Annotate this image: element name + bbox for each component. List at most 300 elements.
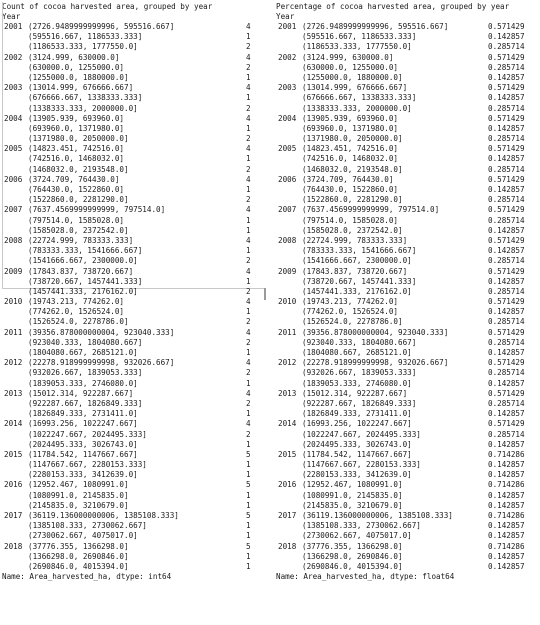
table-row bbox=[2, 542, 270, 552]
row-value: 4 bbox=[246, 83, 251, 93]
row-year: 2002 bbox=[4, 52, 23, 62]
row-value: 1 bbox=[246, 307, 251, 317]
table-row bbox=[2, 287, 270, 297]
row-value: 5 bbox=[246, 541, 251, 551]
table-row bbox=[2, 144, 270, 154]
row-value: 2 bbox=[246, 368, 251, 378]
table-row bbox=[276, 83, 538, 93]
row-value: 0.285714 bbox=[488, 215, 525, 225]
row-interval: (1522860.0, 2281290.0] bbox=[302, 195, 403, 205]
table-row bbox=[2, 419, 270, 429]
row-interval: (2690846.0, 4015394.0] bbox=[302, 561, 403, 571]
row-interval: (738720.667, 1457441.333] bbox=[302, 276, 417, 286]
row-year: 2013 bbox=[4, 388, 23, 398]
table-row bbox=[276, 104, 538, 114]
row-value: 0.142857 bbox=[488, 470, 525, 480]
row-interval: (3724.709, 764430.0] bbox=[28, 174, 120, 184]
row-interval: (2726.9489999999996, 595516.667] bbox=[302, 22, 449, 31]
row-interval: (2145835.0, 3210679.0] bbox=[28, 500, 129, 510]
row-interval: (774262.0, 1526524.0] bbox=[302, 307, 399, 317]
row-value: 0.571429 bbox=[488, 144, 525, 154]
row-value: 1 bbox=[246, 460, 251, 470]
table-row bbox=[2, 430, 270, 440]
row-interval: (19743.213, 774262.0] bbox=[302, 297, 399, 307]
row-interval: (2024495.333, 3026743.0] bbox=[302, 439, 412, 449]
row-year: 2005 bbox=[278, 144, 297, 154]
table-row bbox=[2, 22, 270, 32]
row-value: 1 bbox=[246, 215, 251, 225]
row-value: 0.142857 bbox=[488, 307, 525, 317]
row-interval: (797514.0, 1585028.0] bbox=[302, 215, 399, 225]
row-year: 2014 bbox=[278, 419, 297, 429]
row-interval: (1457441.333, 2176162.0] bbox=[302, 286, 412, 296]
row-value: 0.285714 bbox=[488, 103, 525, 113]
table-row bbox=[276, 480, 538, 490]
row-value: 5 bbox=[246, 511, 251, 520]
row-year: 2007 bbox=[278, 205, 297, 215]
row-value: 0.142857 bbox=[488, 500, 525, 510]
row-value: 1 bbox=[246, 93, 251, 103]
row-value: 2 bbox=[246, 337, 251, 347]
table-row bbox=[276, 328, 538, 338]
row-value: 0.142857 bbox=[488, 378, 525, 388]
row-interval: (1585028.0, 2372542.0] bbox=[302, 225, 403, 235]
row-interval: (1080991.0, 2145835.0] bbox=[302, 490, 403, 500]
row-interval: (22278.918999999998, 932026.667] bbox=[28, 358, 175, 368]
row-interval: (15012.314, 922287.667] bbox=[302, 388, 408, 398]
row-interval: (2730062.667, 4075017.0] bbox=[302, 531, 412, 541]
table-row bbox=[276, 450, 538, 460]
row-year: 2011 bbox=[4, 327, 23, 337]
row-year: 2015 bbox=[278, 449, 297, 459]
row-year: 2008 bbox=[278, 235, 297, 245]
table-row bbox=[276, 93, 538, 103]
row-interval: (1804080.667, 2685121.0] bbox=[302, 348, 412, 357]
series-rows bbox=[276, 22, 538, 572]
table-row bbox=[2, 562, 270, 572]
row-interval: (742516.0, 1468032.0] bbox=[28, 154, 125, 164]
table-row bbox=[276, 521, 538, 531]
table-row bbox=[276, 185, 538, 195]
row-interval: (1457441.333, 2176162.0] bbox=[28, 286, 138, 296]
row-interval: (2690846.0, 4015394.0] bbox=[28, 561, 129, 571]
row-interval: (1826849.333, 2731411.0] bbox=[28, 409, 138, 419]
row-value: 1 bbox=[246, 154, 251, 164]
row-value: 2 bbox=[246, 195, 251, 205]
table-row bbox=[2, 368, 270, 378]
row-interval: (922287.667, 1826849.333] bbox=[302, 398, 417, 408]
row-interval: (1338333.333, 2000000.0] bbox=[28, 103, 138, 113]
table-row bbox=[276, 205, 538, 215]
row-value: 1 bbox=[246, 246, 251, 256]
table-row bbox=[2, 358, 270, 368]
table-row bbox=[2, 267, 270, 277]
table-row bbox=[2, 73, 270, 83]
table-row bbox=[276, 317, 538, 327]
row-value: 4 bbox=[246, 266, 251, 276]
row-value: 1 bbox=[246, 32, 251, 42]
table-row bbox=[276, 175, 538, 185]
row-interval: (36119.136000000006, 1385108.333] bbox=[28, 511, 179, 520]
row-interval: (1147667.667, 2280153.333] bbox=[302, 460, 421, 470]
row-year: 2004 bbox=[278, 113, 297, 123]
row-interval: (630000.0, 1255000.0] bbox=[302, 62, 399, 72]
row-interval: (1186533.333, 1777550.0] bbox=[302, 42, 412, 52]
row-value: 2 bbox=[246, 62, 251, 72]
row-interval: (595516.667, 1186533.333] bbox=[302, 32, 417, 42]
table-row bbox=[2, 134, 270, 144]
row-interval: (12952.467, 1080991.0] bbox=[302, 480, 403, 490]
row-value: 1 bbox=[246, 225, 251, 235]
row-value: 0.142857 bbox=[488, 551, 525, 561]
table-row bbox=[2, 389, 270, 399]
row-year: 2009 bbox=[278, 266, 297, 276]
row-value: 2 bbox=[246, 134, 251, 144]
table-row bbox=[2, 552, 270, 562]
row-value: 0.285714 bbox=[488, 286, 525, 296]
row-value: 0.285714 bbox=[488, 134, 525, 144]
table-row bbox=[276, 348, 538, 358]
table-row bbox=[276, 297, 538, 307]
table-row bbox=[2, 338, 270, 348]
row-value: 4 bbox=[246, 22, 251, 31]
row-year: 2006 bbox=[278, 174, 297, 184]
row-interval: (1826849.333, 2731411.0] bbox=[302, 409, 412, 419]
row-interval: (1338333.333, 2000000.0] bbox=[302, 103, 412, 113]
row-value: 0.571429 bbox=[488, 52, 525, 62]
table-row bbox=[276, 124, 538, 134]
table-row bbox=[276, 154, 538, 164]
row-value: 1 bbox=[246, 409, 251, 419]
table-row bbox=[2, 83, 270, 93]
table-row bbox=[276, 338, 538, 348]
row-interval: (1541666.667, 2300000.0] bbox=[28, 256, 138, 266]
row-value: 0.571429 bbox=[488, 358, 525, 368]
row-value: 0.142857 bbox=[488, 409, 525, 419]
row-value: 4 bbox=[246, 235, 251, 245]
table-row bbox=[2, 491, 270, 501]
row-year: 2010 bbox=[278, 297, 297, 307]
table-row bbox=[276, 287, 538, 297]
row-interval: (1526524.0, 2278786.0] bbox=[28, 317, 129, 327]
table-row bbox=[2, 205, 270, 215]
table-row bbox=[2, 104, 270, 114]
row-interval: (1371980.0, 2050000.0] bbox=[302, 134, 403, 144]
table-row bbox=[2, 409, 270, 419]
table-row bbox=[276, 53, 538, 63]
table-row bbox=[2, 399, 270, 409]
row-interval: (37776.355, 1366298.0] bbox=[28, 541, 129, 551]
row-value: 1 bbox=[246, 470, 251, 480]
table-row bbox=[2, 328, 270, 338]
row-value: 0.571429 bbox=[488, 388, 525, 398]
output-title: Percentage of cocoa harvested area, grouped by year bbox=[276, 2, 510, 11]
row-interval: (922287.667, 1826849.333] bbox=[28, 398, 143, 408]
row-year: 2005 bbox=[4, 144, 23, 154]
row-value: 1 bbox=[246, 276, 251, 286]
table-row bbox=[2, 32, 270, 42]
row-value: 4 bbox=[246, 419, 251, 429]
row-value: 5 bbox=[246, 480, 251, 490]
row-interval: (1366298.0, 2690846.0] bbox=[302, 551, 403, 561]
row-interval: (11784.542, 1147667.667] bbox=[28, 449, 138, 459]
row-value: 0.571429 bbox=[488, 174, 525, 184]
table-row bbox=[2, 236, 270, 246]
row-value: 0.142857 bbox=[488, 225, 525, 235]
row-interval: (2726.9489999999996, 595516.667] bbox=[28, 22, 175, 31]
row-interval: (2280153.333, 3412639.0] bbox=[302, 470, 412, 480]
row-year: 2006 bbox=[4, 174, 23, 184]
row-value: 0.142857 bbox=[488, 531, 525, 541]
table-row bbox=[2, 470, 270, 480]
row-interval: (797514.0, 1585028.0] bbox=[28, 215, 125, 225]
row-value: 0.285714 bbox=[488, 195, 525, 205]
row-interval: (764430.0, 1522860.0] bbox=[28, 185, 125, 194]
row-value: 1 bbox=[246, 185, 251, 194]
row-interval: (16993.256, 1022247.667] bbox=[28, 419, 138, 429]
row-value: 4 bbox=[246, 144, 251, 154]
table-row bbox=[276, 32, 538, 42]
row-value: 0.142857 bbox=[488, 246, 525, 256]
row-value: 0.142857 bbox=[488, 276, 525, 286]
row-interval: (1522860.0, 2281290.0] bbox=[28, 195, 129, 205]
row-interval: (742516.0, 1468032.0] bbox=[302, 154, 399, 164]
row-interval: (774262.0, 1526524.0] bbox=[28, 307, 125, 317]
row-value: 4 bbox=[246, 174, 251, 184]
row-value: 0.714286 bbox=[488, 449, 525, 459]
table-row bbox=[276, 195, 538, 205]
row-year: 2009 bbox=[4, 266, 23, 276]
row-interval: (1468032.0, 2193548.0] bbox=[302, 164, 403, 174]
row-value: 0.714286 bbox=[488, 541, 525, 551]
row-interval: (37776.355, 1366298.0] bbox=[302, 541, 403, 551]
row-interval: (1385108.333, 2730062.667] bbox=[28, 521, 147, 531]
row-value: 0.142857 bbox=[488, 561, 525, 571]
row-year: 2015 bbox=[4, 449, 23, 459]
table-row bbox=[276, 430, 538, 440]
row-value: 0.142857 bbox=[488, 154, 525, 164]
row-interval: (22278.918999999998, 932026.667] bbox=[302, 358, 449, 368]
row-interval: (39356.878000000004, 923040.333] bbox=[28, 327, 175, 337]
table-row bbox=[2, 297, 270, 307]
table-row bbox=[276, 419, 538, 429]
row-value: 1 bbox=[246, 551, 251, 561]
row-value: 0.285714 bbox=[488, 164, 525, 174]
table-row bbox=[276, 236, 538, 246]
table-row bbox=[2, 124, 270, 134]
row-interval: (1186533.333, 1777550.0] bbox=[28, 42, 138, 52]
row-interval: (1526524.0, 2278786.0] bbox=[302, 317, 403, 327]
row-interval: (738720.667, 1457441.333] bbox=[28, 276, 143, 286]
row-value: 0.142857 bbox=[488, 93, 525, 103]
table-row bbox=[2, 256, 270, 266]
row-value: 0.571429 bbox=[488, 419, 525, 429]
table-row bbox=[2, 511, 270, 521]
table-row bbox=[276, 491, 538, 501]
row-value: 0.142857 bbox=[488, 460, 525, 470]
table-row bbox=[2, 480, 270, 490]
table-row bbox=[276, 440, 538, 450]
row-interval: (1385108.333, 2730062.667] bbox=[302, 521, 421, 531]
row-value: 1 bbox=[246, 521, 251, 531]
table-row bbox=[276, 368, 538, 378]
row-value: 1 bbox=[246, 439, 251, 449]
row-interval: (2730062.667, 4075017.0] bbox=[28, 531, 138, 541]
table-row bbox=[276, 562, 538, 572]
table-row bbox=[2, 317, 270, 327]
row-interval: (764430.0, 1522860.0] bbox=[302, 185, 399, 194]
row-value: 0.571429 bbox=[488, 235, 525, 245]
table-row bbox=[276, 409, 538, 419]
row-value: 4 bbox=[246, 327, 251, 337]
row-interval: (22724.999, 783333.333] bbox=[302, 235, 408, 245]
row-interval: (1255000.0, 1880000.0] bbox=[28, 72, 129, 82]
row-interval: (1468032.0, 2193548.0] bbox=[28, 164, 129, 174]
row-value: 4 bbox=[246, 297, 251, 307]
table-row bbox=[276, 165, 538, 175]
row-year: 2011 bbox=[278, 327, 297, 337]
table-row bbox=[2, 277, 270, 287]
table-row bbox=[276, 267, 538, 277]
row-interval: (14823.451, 742516.0] bbox=[302, 144, 399, 154]
table-row bbox=[2, 440, 270, 450]
index-header-year: Year bbox=[2, 12, 21, 21]
table-row bbox=[2, 450, 270, 460]
row-year: 2004 bbox=[4, 113, 23, 123]
row-year: 2017 bbox=[278, 511, 297, 520]
row-year: 2001 bbox=[4, 22, 23, 31]
table-row bbox=[2, 521, 270, 531]
table-row bbox=[276, 470, 538, 480]
table-row bbox=[276, 216, 538, 226]
row-interval: (1366298.0, 2690846.0] bbox=[28, 551, 129, 561]
row-interval: (783333.333, 1541666.667] bbox=[28, 246, 143, 256]
row-interval: (7637.4569999999999, 797514.0] bbox=[302, 205, 440, 215]
row-interval: (1541666.667, 2300000.0] bbox=[302, 256, 412, 266]
row-value: 0.285714 bbox=[488, 256, 525, 266]
table-row bbox=[276, 399, 538, 409]
row-value: 2 bbox=[246, 317, 251, 327]
row-value: 0.285714 bbox=[488, 398, 525, 408]
row-interval: (3124.999, 630000.0] bbox=[302, 52, 394, 62]
row-value: 1 bbox=[246, 561, 251, 571]
row-value: 0.285714 bbox=[488, 429, 525, 439]
row-year: 2013 bbox=[278, 388, 297, 398]
row-value: 2 bbox=[246, 286, 251, 296]
row-value: 0.142857 bbox=[488, 185, 525, 194]
row-year: 2002 bbox=[278, 52, 297, 62]
row-interval: (693960.0, 1371980.0] bbox=[302, 123, 399, 133]
row-interval: (13014.999, 676666.667] bbox=[302, 83, 408, 93]
row-year: 2007 bbox=[4, 205, 23, 215]
series-footer: Name: Area_harvested_ha, dtype: float64 bbox=[276, 572, 455, 582]
series-footer: Name: Area_harvested_ha, dtype: int64 bbox=[2, 572, 172, 582]
row-interval: (17843.837, 738720.667] bbox=[28, 266, 134, 276]
table-row bbox=[2, 185, 270, 195]
row-year: 2003 bbox=[4, 83, 23, 93]
row-interval: (783333.333, 1541666.667] bbox=[302, 246, 417, 256]
row-value: 0.285714 bbox=[488, 42, 525, 52]
table-row bbox=[2, 93, 270, 103]
table-row bbox=[276, 379, 538, 389]
row-interval: (11784.542, 1147667.667] bbox=[302, 449, 412, 459]
row-interval: (1804080.667, 2685121.0] bbox=[28, 348, 138, 357]
row-value: 0.714286 bbox=[488, 511, 525, 520]
row-value: 0.142857 bbox=[488, 490, 525, 500]
table-row bbox=[276, 542, 538, 552]
table-row bbox=[276, 63, 538, 73]
row-interval: (1022247.667, 2024495.333] bbox=[28, 429, 147, 439]
row-value: 0.142857 bbox=[488, 123, 525, 133]
row-interval: (1585028.0, 2372542.0] bbox=[28, 225, 129, 235]
table-row bbox=[276, 460, 538, 470]
row-interval: (676666.667, 1338333.333] bbox=[302, 93, 417, 103]
count-series-output bbox=[2, 2, 270, 582]
row-value: 1 bbox=[246, 500, 251, 510]
table-row bbox=[2, 501, 270, 511]
table-row bbox=[2, 53, 270, 63]
row-interval: (39356.878000000004, 923040.333] bbox=[302, 327, 449, 337]
row-interval: (12952.467, 1080991.0] bbox=[28, 480, 129, 490]
series-rows bbox=[2, 22, 270, 572]
table-row bbox=[2, 165, 270, 175]
row-interval: (2145835.0, 3210679.0] bbox=[302, 500, 403, 510]
row-value: 0.571429 bbox=[488, 22, 525, 31]
row-value: 0.142857 bbox=[488, 32, 525, 42]
row-year: 2012 bbox=[4, 358, 23, 368]
row-value: 2 bbox=[246, 103, 251, 113]
row-interval: (923040.333, 1804080.667] bbox=[302, 337, 417, 347]
table-row bbox=[276, 389, 538, 399]
row-value: 4 bbox=[246, 205, 251, 215]
table-row bbox=[2, 63, 270, 73]
row-interval: (17843.837, 738720.667] bbox=[302, 266, 408, 276]
row-interval: (14823.451, 742516.0] bbox=[28, 144, 125, 154]
row-value: 1 bbox=[246, 72, 251, 82]
row-value: 1 bbox=[246, 378, 251, 388]
table-row bbox=[2, 246, 270, 256]
row-value: 0.285714 bbox=[488, 317, 525, 327]
table-row bbox=[276, 246, 538, 256]
index-header-year: Year bbox=[276, 12, 295, 21]
output-title: Count of cocoa harvested area, grouped by year bbox=[2, 2, 213, 11]
row-value: 0.142857 bbox=[488, 439, 525, 449]
table-row bbox=[2, 42, 270, 52]
table-row bbox=[276, 42, 538, 52]
table-row bbox=[2, 154, 270, 164]
row-year: 2014 bbox=[4, 419, 23, 429]
row-year: 2008 bbox=[4, 235, 23, 245]
row-value: 2 bbox=[246, 256, 251, 266]
row-year: 2001 bbox=[278, 22, 297, 31]
table-row bbox=[276, 256, 538, 266]
row-value: 0.285714 bbox=[488, 337, 525, 347]
row-interval: (13014.999, 676666.667] bbox=[28, 83, 134, 93]
row-interval: (1255000.0, 1880000.0] bbox=[302, 72, 403, 82]
table-row bbox=[2, 195, 270, 205]
row-value: 4 bbox=[246, 358, 251, 368]
row-interval: (932026.667, 1839053.333] bbox=[28, 368, 143, 378]
table-row bbox=[276, 552, 538, 562]
row-interval: (1147667.667, 2280153.333] bbox=[28, 460, 147, 470]
row-year: 2010 bbox=[4, 297, 23, 307]
table-row bbox=[276, 226, 538, 236]
row-value: 0.571429 bbox=[488, 297, 525, 307]
table-row bbox=[276, 307, 538, 317]
row-interval: (7637.4569999999999, 797514.0] bbox=[28, 205, 166, 215]
row-interval: (19743.213, 774262.0] bbox=[28, 297, 125, 307]
row-value: 2 bbox=[246, 398, 251, 408]
